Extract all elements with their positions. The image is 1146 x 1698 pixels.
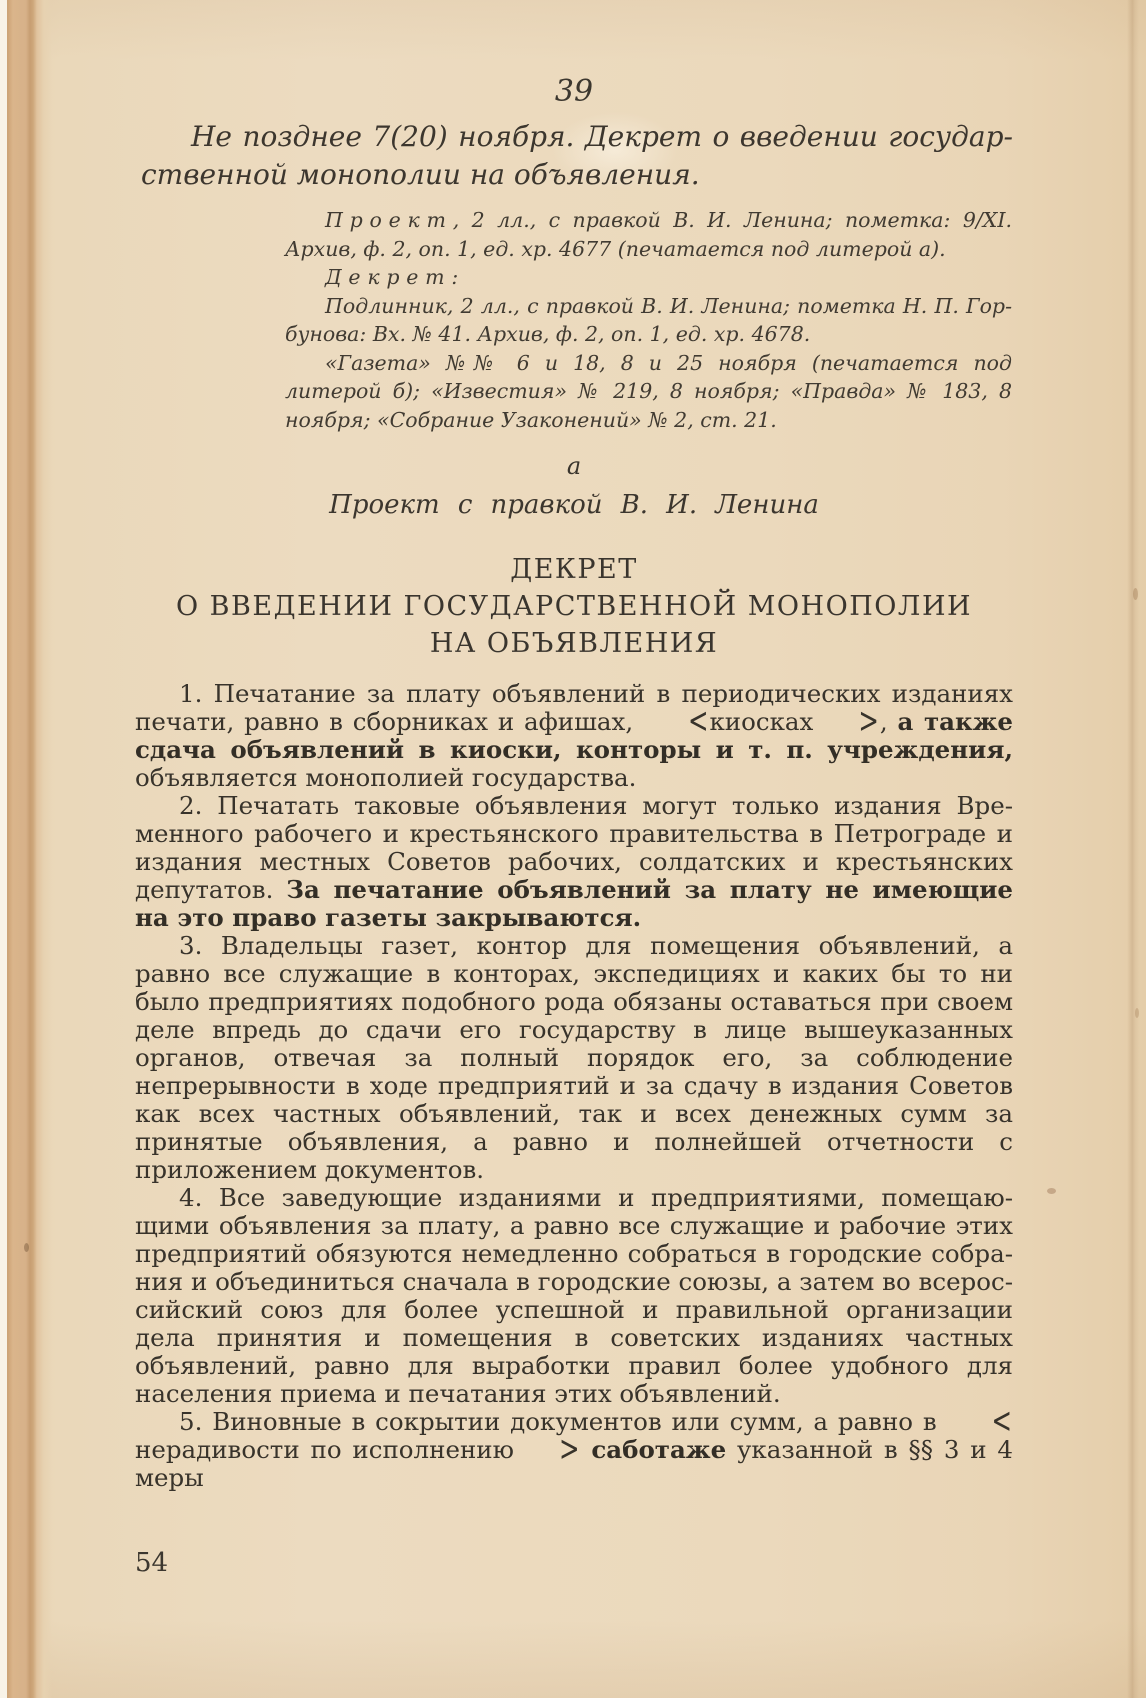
source-note-label: Декрет: xyxy=(325,265,465,289)
decree-paragraph-1 xyxy=(135,680,1013,792)
lenin-bold-insertion: За печатание объявлений за плату не имеющие на это право газеты закрываются. xyxy=(135,875,1013,932)
angle-bracket-open: < xyxy=(991,1399,1012,1442)
decree-body xyxy=(135,680,1013,1492)
decree-title-line-1: ДЕКРЕТ xyxy=(510,554,638,585)
angle-bracket-open: < xyxy=(687,699,709,742)
document-subtitle: Проект с правкой В. И. Ленина xyxy=(329,490,819,520)
page-number-top: 39 xyxy=(554,74,594,109)
paper-speck xyxy=(24,1243,29,1252)
entry-headline xyxy=(141,118,1013,194)
decree-paragraph-5 xyxy=(135,1399,1013,1492)
angle-bracket-close: > xyxy=(858,699,879,742)
source-note-text: «Газета» №№ 6 и 18, 8 и 25 ноября (печатается под литерой б); «Известия» № 219, 8 ноября; «Правда» № 183, 8 ноября; «Собрание Узаконений» № 2, ст. 21. xyxy=(285,350,1012,432)
page-number-bottom: 54 xyxy=(135,1548,169,1578)
paragraph-text: объявляется монополией государства. xyxy=(135,763,637,792)
decree-title-line-3: НА ОБЪЯВЛЕНИЯ xyxy=(429,628,719,659)
paper-speck xyxy=(1133,588,1138,600)
decree-title-line-2: О ВВЕДЕНИИ ГОСУДАРСТВЕННОЙ МОНОПОЛИИ xyxy=(175,591,973,622)
page-edge-crease xyxy=(1127,0,1139,1698)
paragraph-text: 5. Виновные в сокрытии документов или сумм, а равно в xyxy=(179,1407,947,1436)
paragraph-text: 1. Печатание за плату объявлений в периодических изданиях печати, равно в сборниках и афишах, xyxy=(135,679,1013,736)
page-binding-edge xyxy=(0,0,52,1698)
paragraph-text xyxy=(580,1435,591,1464)
section-letter: а xyxy=(566,452,582,480)
angle-bracket-close: > xyxy=(558,1427,580,1470)
source-note-text: , 2 лл., с правкой В. И. Ленина; пометка: 9/XI. Архив, ф. 2, оп. 1, ед. хр. 4677 (печатается под литерой а). xyxy=(285,208,1012,261)
decree-paragraph-2 xyxy=(135,792,1013,932)
paragraph-text: 3. Владельцы газет, контор для помещения объявлений, а равно все служащие в конторах, экспедициях и каких бы то ни было предприятиях подобного рода обязаны оставаться при своем деле впредь до сдачи его государству в лице вышеуказанных органов, отвечая за полный порядок его, за соблюдение непрерывности в ходе предприятий и за сдачу в издания Советов как всех частных объявлений, так и всех денежных сумм за принятые объявления, а равно и полнейшей отчетности с приложением документов. xyxy=(135,931,1013,1184)
lenin-bold-insertion: а также сдача объявлений в киоски, конторы и т. п. учреждения, xyxy=(135,707,1014,764)
source-note-paragraph xyxy=(285,263,1012,292)
paragraph-text: указанной в §§ 3 и 4 меры xyxy=(135,1435,1013,1492)
paper-speck xyxy=(1047,1188,1056,1194)
source-note-text: Подлинник, 2 лл., с правкой В. И. Ленина; пометка Н. П. Горбунова: Вх. № 41. Архив, ф. 2, оп. 1, ед. хр. 4678. xyxy=(285,293,1012,346)
paragraph-text: 2. Печатать таковые объявления могут только издания Временного рабочего и крестьянского правительства в Петрограде и издания местных Советов рабочих, солдатских и крестьянских депутатов. xyxy=(135,791,1013,904)
decree-paragraph-3 xyxy=(135,932,1013,1184)
paragraph-text: 4. Все заведующие изданиями и предприятиями, помещающими объявления за плату, а равно все служащие и рабочие этих предприятий обязуются немедленно собраться в городские собрания и объединиться сначала в городские союзы, а затем во всероссийский союз для более успешной и правильной организации дела принятия и помещения в советских изданиях частных объявлений, равно для выработки правил более удобного для населения приема и печатания этих объявлений. xyxy=(135,1183,1013,1408)
source-note-label: Проект xyxy=(325,208,453,232)
decree-paragraph-4 xyxy=(135,1184,1013,1408)
decree-title xyxy=(135,551,1013,662)
paragraph-text: , xyxy=(879,707,898,736)
paper-speck xyxy=(1135,1008,1139,1018)
struck-insertion-text: нерадивости по исполнению xyxy=(135,1435,514,1464)
lenin-bold-insertion: саботаже xyxy=(591,1435,727,1464)
source-note-paragraph xyxy=(285,292,1012,349)
struck-insertion-text: киосках xyxy=(709,707,814,736)
source-note-paragraph xyxy=(285,206,1012,263)
source-note-paragraph xyxy=(285,349,1012,435)
archival-source-note xyxy=(285,206,1012,434)
entry-headline-text: Не позднее 7(20) ноября. Декрет о введении государственной монополии на объявления. xyxy=(141,120,1013,191)
